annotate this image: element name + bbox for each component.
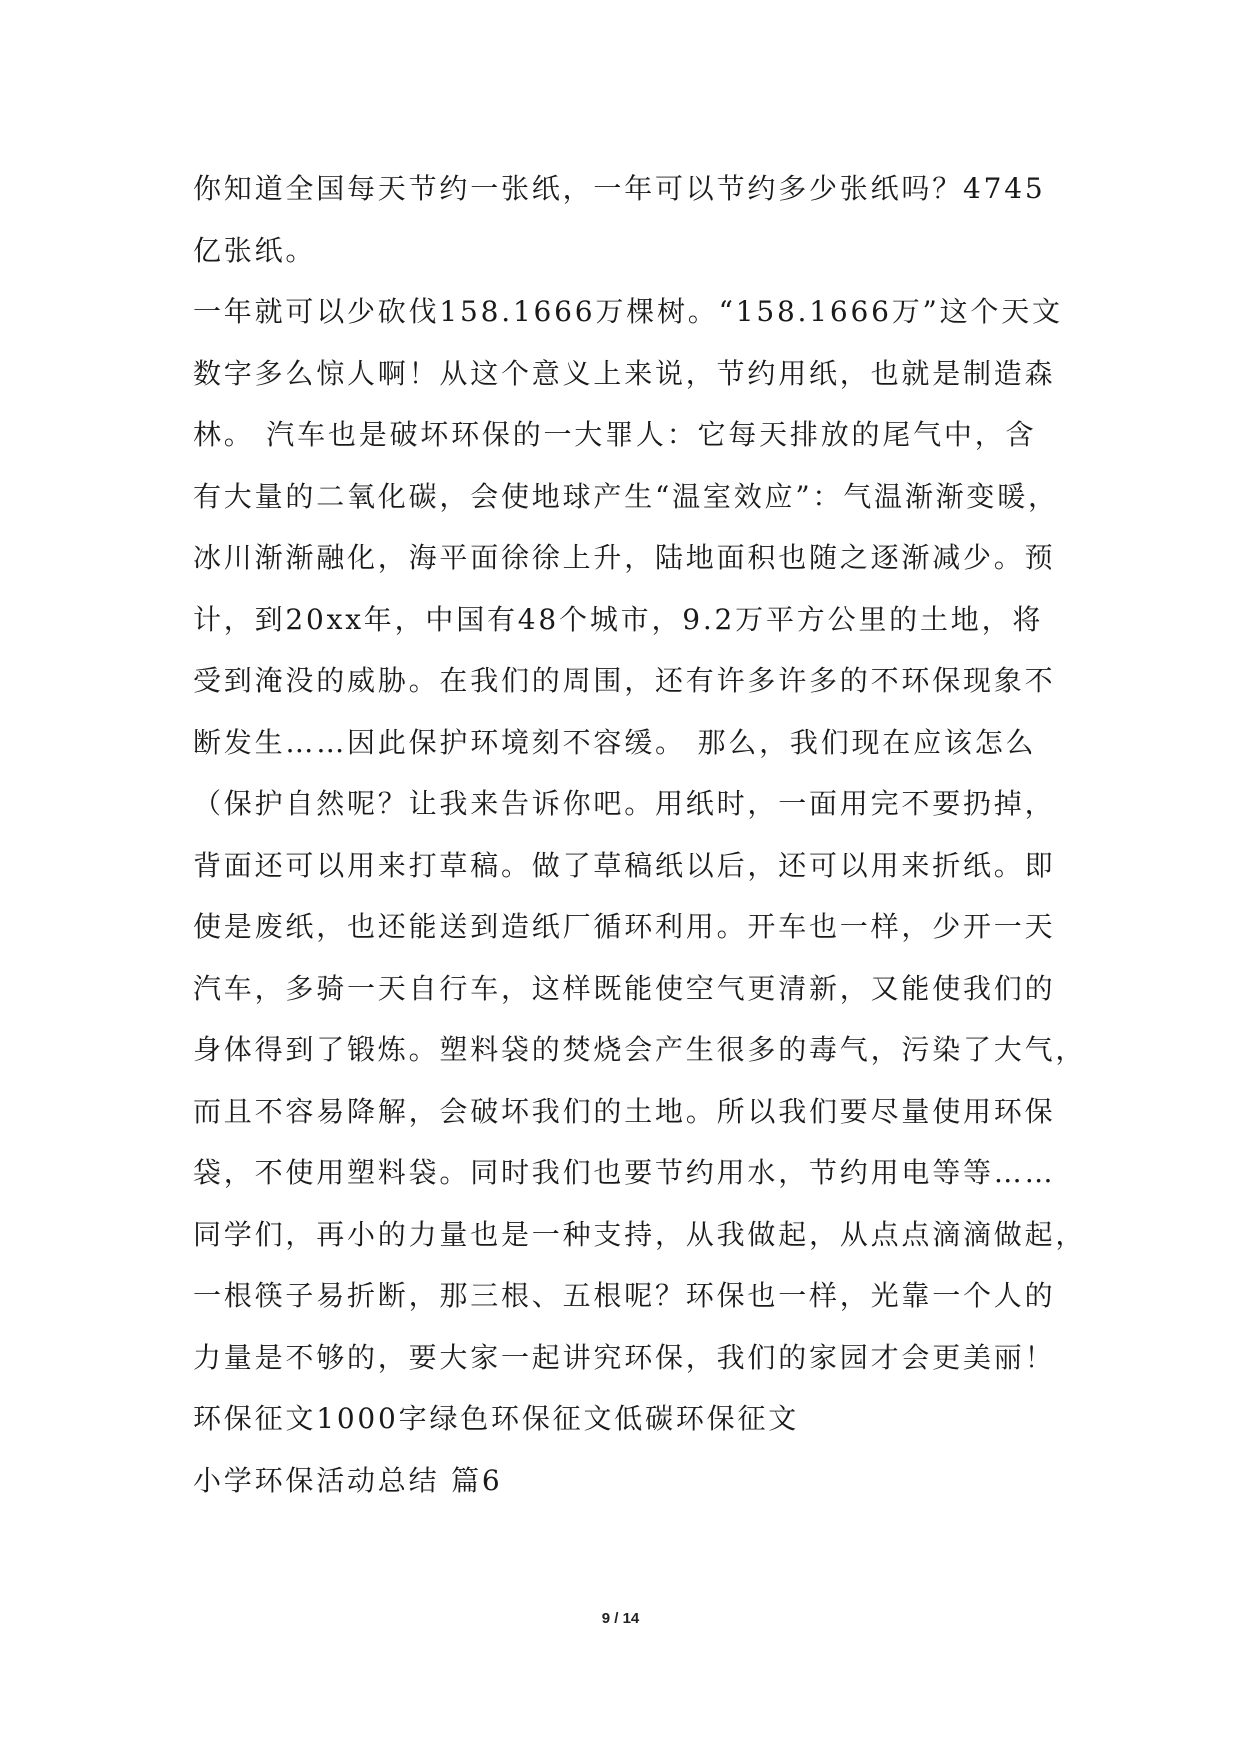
- text-line: （保护自然呢？让我来告诉你吧。用纸时，一面用完不要扔掉，: [193, 787, 1056, 820]
- text-line: 背面还可以用来打草稿。做了草稿纸以后，还可以用来折纸。即: [193, 848, 1056, 882]
- text-line: 力量是不够的，要大家一起讲究环保，我们的家园才会更美丽！: [193, 1340, 1056, 1374]
- section-heading: 小学环保活动总结 篇6: [193, 1463, 503, 1497]
- text-line: 冰川渐渐融化，海平面徐徐上升，陆地面积也随之逐渐减少。预: [193, 541, 1056, 574]
- text-line: 受到淹没的威胁。在我们的周围，还有许多许多的不环保现象不: [193, 664, 1056, 697]
- text-line: 而且不容易降解，会破坏我们的土地。所以我们要尽量使用环保: [193, 1094, 1056, 1128]
- text-line: 使是废纸，也还能送到造纸厂循环利用。开车也一样，少开一天: [193, 910, 1056, 943]
- text-line: 汽车，多骑一天自行车，这样既能使空气更清新，又能使我们的: [193, 971, 1056, 1005]
- text-line: 断发生……因此保护环境刻不容缓。 那么，我们现在应该怎么: [193, 725, 1037, 759]
- text-line: 有大量的二氧化碳，会使地球产生“温室效应”：气温渐渐变暖，: [193, 479, 1059, 513]
- text-line: 数字多么惊人啊！从这个意义上来说，节约用纸，也就是制造森: [193, 356, 1056, 390]
- text-line: 身体得到了锻炼。塑料袋的焚烧会产生很多的毒气，污染了大气，: [193, 1033, 1087, 1066]
- text-line: 你知道全国每天节约一张纸，一年可以节约多少张纸吗？4745: [193, 172, 1046, 205]
- text-line: 同学们，再小的力量也是一种支持，从我做起，从点点滴滴做起，: [193, 1217, 1087, 1251]
- text-line: 林。 汽车也是破坏环保的一大罪人：它每天排放的尾气中，含: [193, 418, 1037, 451]
- article-title-line: 环保征文1000字绿色环保征文低碳环保征文: [193, 1402, 800, 1435]
- text-line: 一年就可以少砍伐158.1666万棵树。“158.1666万”这个天文: [193, 295, 1063, 328]
- text-line: 一根筷子易折断，那三根、五根呢？环保也一样，光靠一个人的: [193, 1279, 1056, 1312]
- text-line: 袋，不使用塑料袋。同时我们也要节约用水，节约用电等等……: [193, 1156, 1056, 1189]
- body-text: [193, 158, 1087, 1511]
- page-number: 9 / 14: [601, 1610, 640, 1627]
- text-line: 亿张纸。: [193, 233, 317, 267]
- text-line: 计，到20xx年，中国有48个城市，9.2万平方公里的土地，将: [193, 602, 1044, 636]
